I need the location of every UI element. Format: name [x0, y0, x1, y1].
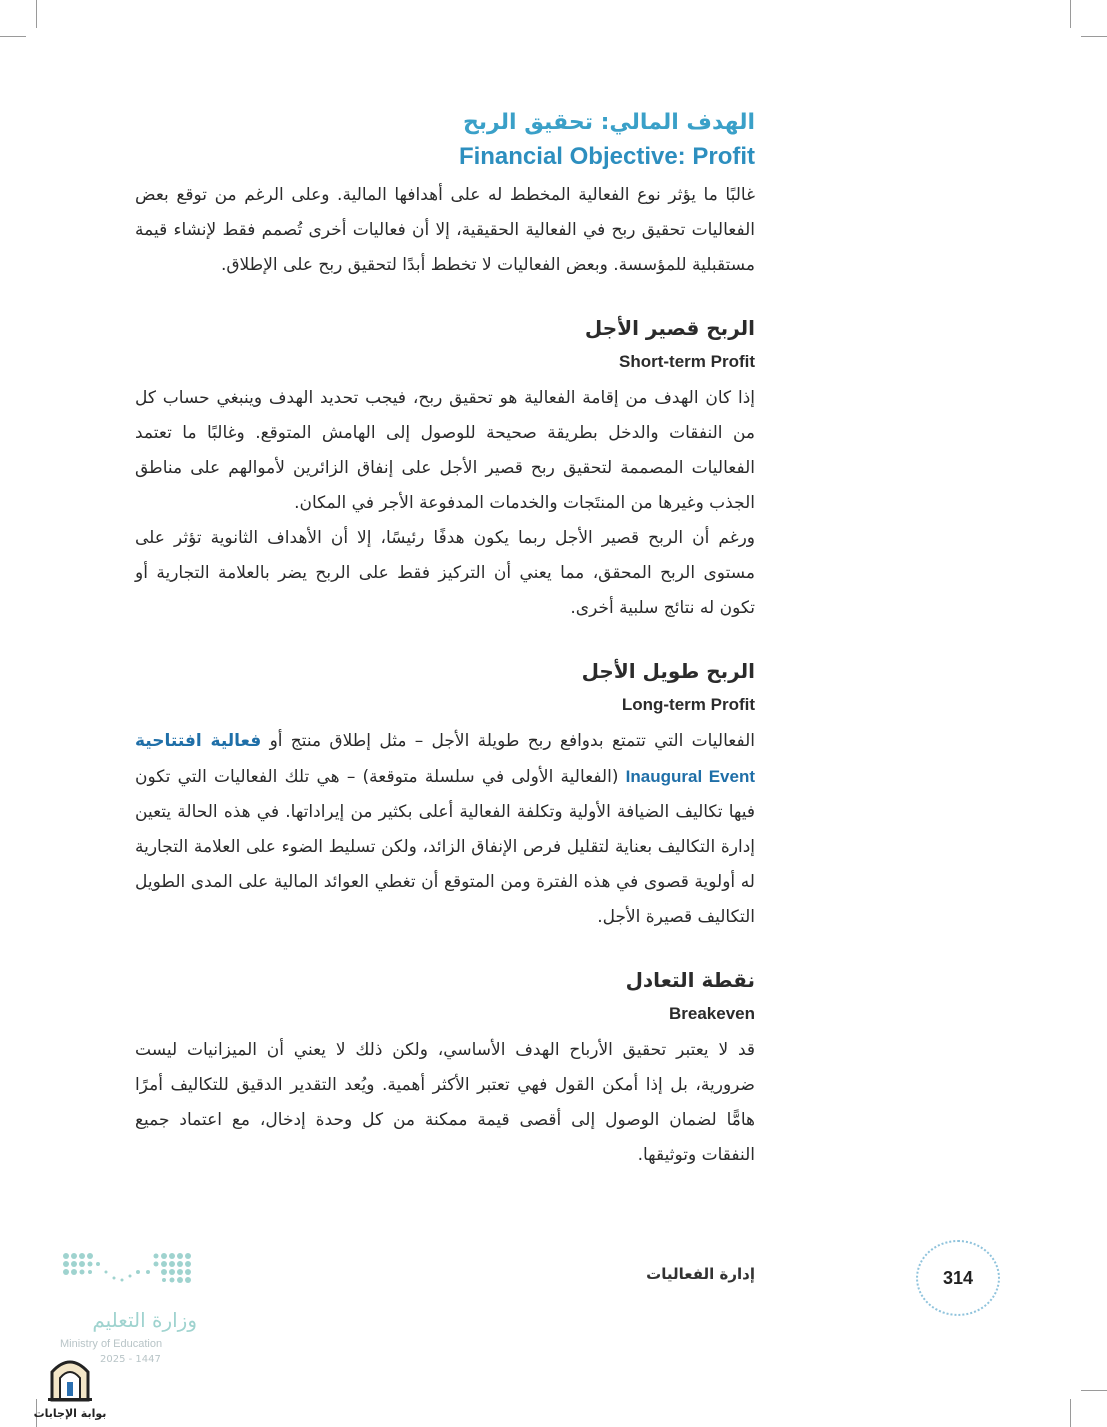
crop-mark — [1070, 0, 1071, 28]
breakeven-title-en: Breakeven — [668, 1004, 755, 1023]
crop-mark — [1081, 1390, 1107, 1391]
short-term-paragraph-1: إذا كان الهدف من إقامة الفعالية هو تحقيق ربح، فيجب تحديد الهدف وينبغي حساب كل من النفقات والدخل بطريقة صحيحة للوصول إلى الهامش المتوقع. وغالبًا ما تعتمد الفعاليات المصممة لتحقيق ربح قصير الأجل على إنفاق الزائرين لأموالهم على مناطق الجذب وغيرها من المنتَجات والخدمات المدفوعة الأجر في المكان. — [135, 388, 755, 513]
portal-label: بوابة الإجابات — [33, 1407, 107, 1420]
long-term-title-ar: الربح طويل الأجل — [581, 659, 755, 683]
long-term-paragraph — [135, 724, 755, 935]
page-number-badge — [916, 1240, 1000, 1316]
book-title: إدارة الفعاليات — [646, 1265, 755, 1283]
crop-mark — [0, 36, 26, 37]
short-term-title-en: Short-term Profit — [619, 352, 755, 371]
breakeven-title-ar: نقطة التعادل — [625, 968, 755, 992]
highlight-term-ar: فعالية افتتاحية — [135, 731, 262, 751]
page-content — [135, 100, 755, 1173]
long-term-title-en: Long-term Profit — [621, 695, 755, 714]
answers-portal-logo — [30, 1350, 110, 1420]
breakeven-paragraph: قد لا يعتبر تحقيق الأرباح الهدف الأساسي، ولكن ذلك لا يعني أن الميزانيات ليست ضرورية، بل إذا أمكن القول فهي تعتبر الأكثر أهمية. ويُعد التقدير الدقيق للتكاليف أمرًا هامًّا لضمان الوصول إلى أقصى قيمة ممكنة من كل وحدة إدخال، مع اعتماد جميع النفقات وتوثيقها. — [135, 1040, 755, 1165]
mosque-icon — [30, 1350, 110, 1402]
ministry-name-ar: وزارة التعليم — [92, 1308, 197, 1332]
crop-mark — [1070, 1399, 1071, 1427]
page-number: 314 — [942, 1267, 974, 1288]
highlight-term-en: Inaugural Event — [625, 767, 756, 786]
ministry-name-en: Ministry of Education — [60, 1338, 163, 1350]
long-term-text-rest: (الفعالية الأولى في سلسلة متوقعة) – هي تلك الفعاليات التي تكون فيها تكاليف الضيافة الأولية وتكلفة الفعالية أعلى بكثير من إيراداتها. في هذه الحالة يتعين إدارة التكاليف بعناية لتقليل فرص الإنفاق الزائد، ولكن تسليط الضوء على العلامة التجارية له أولوية قصوى في هذه الفترة ومن المتوقع أن تغطي العوائد المالية على المدى الطويل التكاليف قصيرة الأجل. — [135, 767, 755, 927]
long-term-text-start: الفعاليات التي تتمتع بدوافع ربح طويلة الأجل – مثل إطلاق منتج أو — [261, 731, 755, 751]
intro-paragraph: غالبًا ما يؤثر نوع الفعالية المخطط له على أهدافها المالية. وعلى الرغم من توقع بعض الفعاليات تحقيق ربح في الفعالية الحقيقية، إلا أن فعاليات أخرى تُصمم فقط لإنشاء قيمة مستقبلية للمؤسسة. وبعض الفعاليات لا تخطط أبدًا لتحقيق ربح على الإطلاق. — [135, 185, 755, 275]
ministry-year: 2025 - 1447 — [100, 1354, 161, 1365]
short-term-title-ar: الربح قصير الأجل — [584, 316, 755, 340]
crop-mark — [1081, 36, 1107, 37]
section-title-en: Financial Objective: Profit — [458, 143, 755, 170]
crop-mark — [36, 0, 37, 28]
ministry-dots-icon — [60, 1250, 200, 1290]
section-title-ar: الهدف المالي: تحقيق الربح — [462, 110, 755, 135]
short-term-paragraph-2: ورغم أن الربح قصير الأجل ربما يكون هدفًا رئيسًا، إلا أن الأهداف الثانوية تؤثر على مستوى الربح المحقق، مما يعني أن التركيز فقط على الربح يضر بالعلامة التجارية أو تكون له نتائج سلبية أخرى. — [135, 528, 755, 618]
